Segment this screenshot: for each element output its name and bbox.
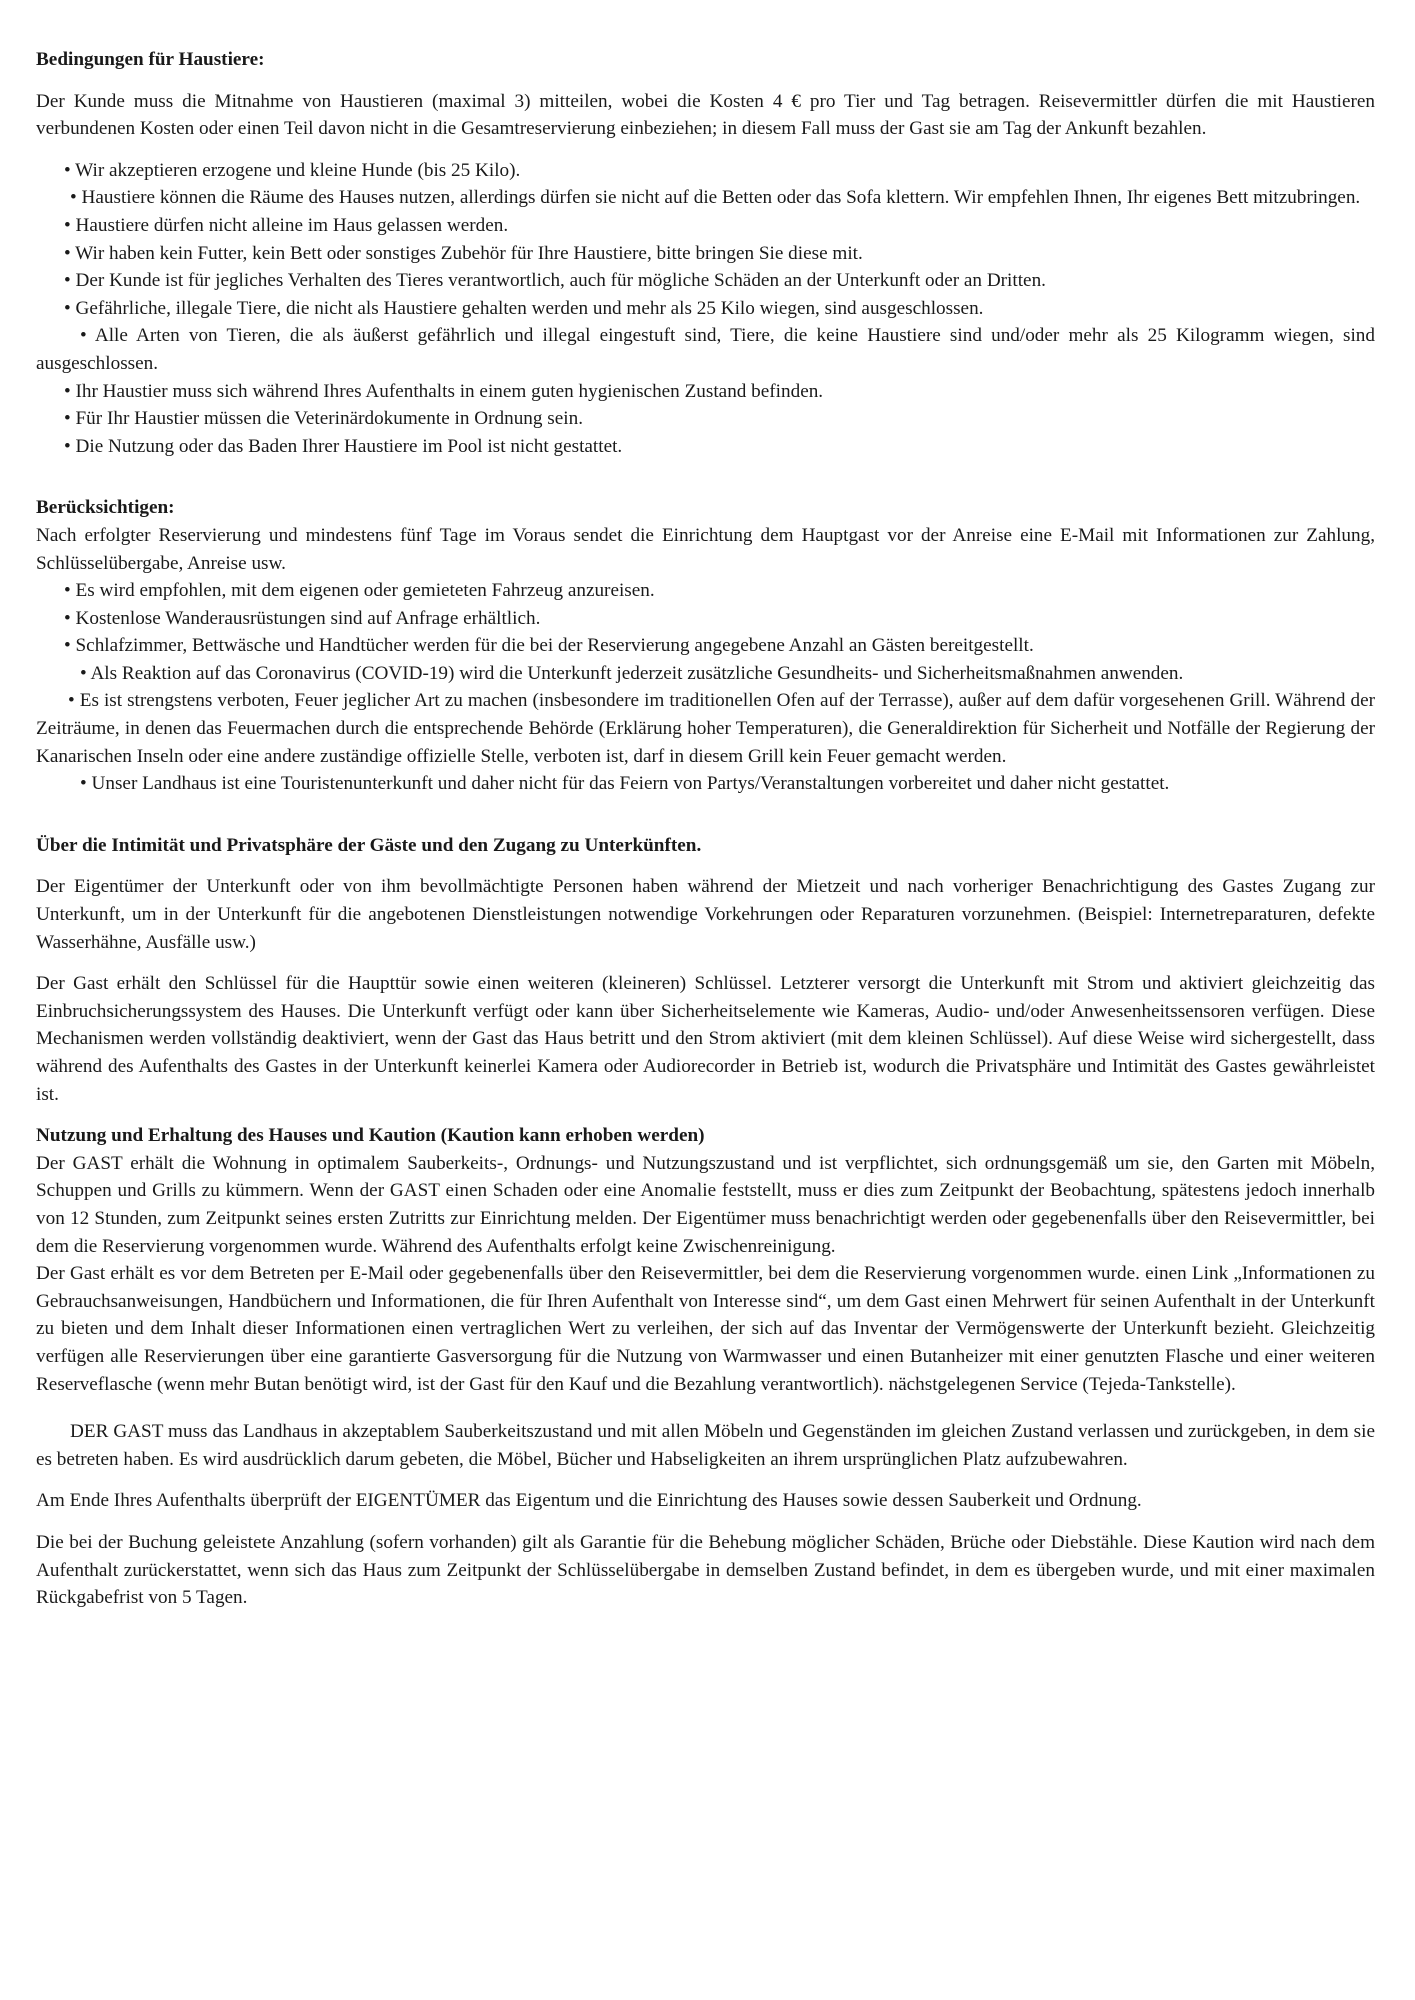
pets-bullet: • Der Kunde ist für jegliches Verhalten des Tieres verantwortlich, auch für mögliche Schäden an der Unterkunft oder an Dritten. xyxy=(64,270,1046,292)
pets-bullet: • Ihr Haustier muss sich während Ihres Aufenthalts in einem guten hygienischen Zustand befinden. xyxy=(64,380,824,402)
usage-paragraph: Am Ende Ihres Aufenthalts überprüft der EIGENTÜMER das Eigentum und die Einrichtung des Hauses sowie dessen Sauberkeit und Ordnung. xyxy=(36,1490,1142,1512)
pets-bullet: • Haustiere können die Räume des Hauses nutzen, allerdings dürfen sie nicht auf die Betten oder das Sofa klettern. Wir empfehlen Ihnen, Ihr eigenes Bett mitzubringen. xyxy=(70,187,1361,209)
usage-paragraph: DER GAST muss das Landhaus in akzeptablem Sauberkeitszustand und mit allen Möbeln und Gegenständen im gleichen Zustand verlassen und zurückgeben, in dem sie es betreten haben. Es wird ausdrücklich darum gebeten, die Möbel, Bücher und Habseligkeiten an ihrem ursprünglichen Platz aufzubewahren. xyxy=(36,1421,1375,1470)
pets-bullet: • Für Ihr Haustier müssen die Veterinärdokumente in Ordnung sein. xyxy=(64,408,583,430)
usage-paragraph: Der GAST erhält die Wohnung in optimalem Sauberkeits-, Ordnungs- und Nutzungszustand und ist verpflichtet, sich ordnungsgemäß um sie, den Garten mit Möbeln, Schuppen und Grills zu kümmern. Wenn der GAST einen Schaden oder eine Anomalie feststellt, muss er dies zum Zeitpunkt der Beobachtung, spätestens jedoch innerhalb von 12 Stunden, zum Zeitpunkt seines ersten Zutritts zur Einrichtung melden. Der Eigentümer muss benachrichtigt werden oder gegebenenfalls über den Reisevermittler, bei dem die Reservierung vorgenommen wurde. Während des Aufenthalts erfolgt keine Zwischenreinigung. xyxy=(36,1152,1375,1257)
pets-bullet: • Wir akzeptieren erzogene und kleine Hunde (bis 25 Kilo). xyxy=(64,159,521,181)
pets-bullet: • Gefährliche, illegale Tiere, die nicht als Haustiere gehalten werden und mehr als 25 Kilo wiegen, sind ausgeschlossen. xyxy=(64,297,984,319)
consider-bullet: • Es wird empfohlen, mit dem eigenen oder gemieteten Fahrzeug anzureisen. xyxy=(64,580,655,602)
privacy-heading: Über die Intimität und Privatsphäre der Gäste und den Zugang zu Unterkünften. xyxy=(36,834,702,856)
consider-bullet: • Es ist strengstens verboten, Feuer jeglicher Art zu machen (insbesondere im traditionellen Ofen auf der Terrasse), außer auf dem dafür vorgesehenen Grill. Während der Zeiträume, in denen das Feuermachen durch die entsprechende Behörde (Erklärung hoher Temperaturen), die Generaldirektion für Sicherheit und Notfälle der Regierung der Kanarischen Inseln oder eine andere zuständige offizielle Stelle, verboten ist, darf in diesem Grill kein Feuer gemacht werden. xyxy=(36,690,1375,767)
pets-bullet: • Haustiere dürfen nicht alleine im Haus gelassen werden. xyxy=(64,214,509,236)
consider-bullet: • Schlafzimmer, Bettwäsche und Handtücher werden für die bei der Reservierung angegebene Anzahl an Gästen bereitgestellt. xyxy=(64,635,1034,657)
privacy-paragraph: Der Eigentümer der Unterkunft oder von ihm bevollmächtigte Personen haben während der Mietzeit und nach vorheriger Benachrichtigung des Gastes Zugang zur Unterkunft, um in der Unterkunft für die angebotenen Dienstleistungen notwendige Vorkehrungen oder Reparaturen vorzunehmen. (Beispiel: Internetreparaturen, defekte Wasserhähne, Ausfälle usw.) xyxy=(36,876,1375,953)
consider-bullet: • Unser Landhaus ist eine Touristenunterkunft und daher nicht für das Feiern von Partys/Veranstaltungen vorbereitet und daher nicht gestattet. xyxy=(80,773,1170,795)
pets-intro: Der Kunde muss die Mitnahme von Haustieren (maximal 3) mitteilen, wobei die Kosten 4 € pro Tier und Tag betragen. Reisevermittler dürfen die mit Haustieren verbundenen Kosten oder einen Teil davon nicht in die Gesamtreservierung einbeziehen; in diesem Fall muss der Gast sie am Tag der Ankunft bezahlen. xyxy=(36,90,1375,140)
usage-section xyxy=(36,1122,1375,1612)
usage-paragraph: Der Gast erhält es vor dem Betreten per E-Mail oder gegebenenfalls über den Reisevermittler, bei dem die Reservierung vorgenommen wurde. einen Link „Informationen zu Gebrauchsanweisungen, Handbüchern und Informationen, die für Ihren Aufenthalt von Interesse sind“, um dem Gast einen Mehrwert für seinen Aufenthalt in der Unterkunft zu bieten und dem Inhalt dieser Informationen einen vertraglichen Wert zu verleihen, der sich auf das Inventar der Vermögenswerte der Unterkunft bezieht. Gleichzeitig verfügen alle Reservierungen über eine garantierte Gasversorgung für die Nutzung von Warmwasser und einen Butanheizer mit einer genutzten Flasche und einer weiteren Reserveflasche (wenn mehr Butan benötigt wird, ist der Gast für den Kauf und die Bezahlung verantwortlich). nächstgelegenen Service (Tejeda-Tankstelle). xyxy=(36,1263,1375,1395)
consider-bullet: • Als Reaktion auf das Coronavirus (COVID-19) wird die Unterkunft jederzeit zusätzliche Gesundheits- und Sicherheitsmaßnahmen anwenden. xyxy=(80,662,1184,684)
consider-heading: Berücksichtigen: xyxy=(36,497,175,519)
usage-paragraph: Die bei der Buchung geleistete Anzahlung (sofern vorhanden) gilt als Garantie für die Behebung möglicher Schäden, Brüche oder Diebstähle. Diese Kaution wird nach dem Aufenthalt zurückerstattet, wenn sich das Haus zum Zeitpunkt der Schlüsselübergabe in demselben Zustand befindet, in dem es übergeben wurde, und mit einer maximalen Rückgabefrist von 5 Tagen. xyxy=(36,1531,1375,1609)
consider-bullet: • Kostenlose Wanderausrüstungen sind auf Anfrage erhältlich. xyxy=(64,607,541,629)
pets-section xyxy=(36,46,1375,460)
pets-bullet: • Die Nutzung oder das Baden Ihrer Haustiere im Pool ist nicht gestattet. xyxy=(64,435,623,457)
privacy-paragraph: Der Gast erhält den Schlüssel für die Haupttür sowie einen weiteren (kleineren) Schlüssel. Letzterer versorgt die Unterkunft mit Strom und aktiviert gleichzeitig das Einbruchsicherungssystem des Hauses. Die Unterkunft verfügt oder kann über Sicherheitselemente wie Kameras, Audio- und/oder Anwesenheitssensoren verfügen. Diese Mechanismen werden vollständig deaktiviert, wenn der Gast das Haus betritt und den Strom aktiviert (mit dem kleinen Schlüssel). Auf diese Weise wird sichergestellt, dass während des Aufenthalts des Gastes in der Unterkunft keinerlei Kamera oder Audiorecorder in Betrieb ist, wodurch die Privatsphäre und Intimität des Gastes gewährleistet ist. xyxy=(36,973,1375,1105)
privacy-section xyxy=(36,832,1375,1108)
pets-bullet: • Wir haben kein Futter, kein Bett oder sonstiges Zubehör für Ihre Haustiere, bitte bringen Sie diese mit. xyxy=(64,242,863,264)
consider-section xyxy=(36,494,1375,798)
consider-intro: Nach erfolgter Reservierung und mindestens fünf Tage im Voraus sendet die Einrichtung dem Hauptgast vor der Anreise eine E-Mail mit Informationen zur Zahlung, Schlüsselübergabe, Anreise usw. xyxy=(36,524,1375,574)
pets-heading: Bedingungen für Haustiere: xyxy=(36,49,265,70)
pets-bullet: • Alle Arten von Tieren, die als äußerst gefährlich und illegal eingestuft sind, Tiere, die keine Haustiere sind und/oder mehr als 25 Kilogramm wiegen, sind ausgeschlossen. xyxy=(36,325,1375,374)
usage-heading: Nutzung und Erhaltung des Hauses und Kaution (Kaution kann erhoben werden) xyxy=(36,1125,705,1147)
